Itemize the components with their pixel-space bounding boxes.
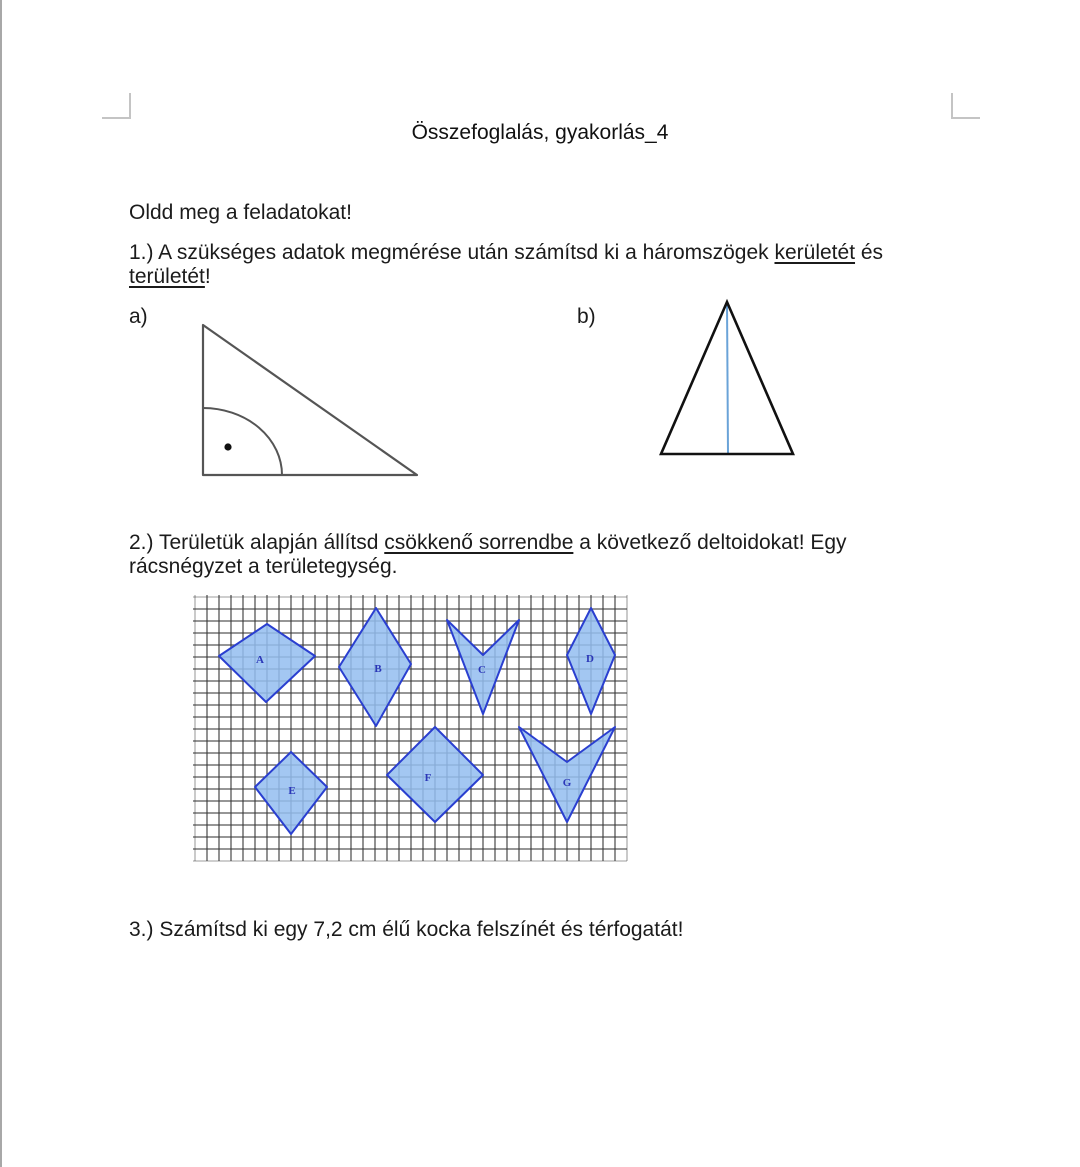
task1-underlined-perimeter: kerületét (774, 241, 856, 264)
deltoid-label-F: F (424, 772, 432, 784)
deltoid-label-B: B (374, 663, 382, 675)
task1-part-a-label: a) (129, 305, 148, 328)
instructions-text: Oldd meg a feladatokat! (129, 201, 352, 224)
task2-text-before: 2.) Területük alapján állítsd (129, 531, 385, 554)
deltoid-label-E: E (288, 785, 296, 797)
task1-line2-end: ! (204, 265, 211, 288)
task2-underlined-order: csökkenő sorrendbe (384, 531, 574, 554)
task1-text-after: és (855, 241, 884, 264)
task2-line2: rácsnégyzet a területegység. (129, 555, 398, 578)
deltoid-label-G: G (562, 777, 572, 789)
deltoid-label-A: A (256, 654, 264, 666)
page-title: Összefoglalás, gyakorlás_4 (411, 121, 669, 144)
deltoid-A (219, 624, 315, 702)
task1-part-b-label: b) (577, 305, 596, 328)
task2-text-after: a következő deltoidokat! Egy (573, 531, 847, 554)
task1-underlined-area: területét (129, 265, 205, 288)
task3-text: 3.) Számítsd ki egy 7,2 cm élű kocka felszínét és térfogatát! (129, 918, 684, 941)
deltoid-label-D: D (586, 653, 594, 665)
deltoid-label-C: C (478, 664, 486, 676)
task1-text-before: 1.) A szükséges adatok megmérése után számítsd ki a háromszögek (129, 241, 775, 264)
